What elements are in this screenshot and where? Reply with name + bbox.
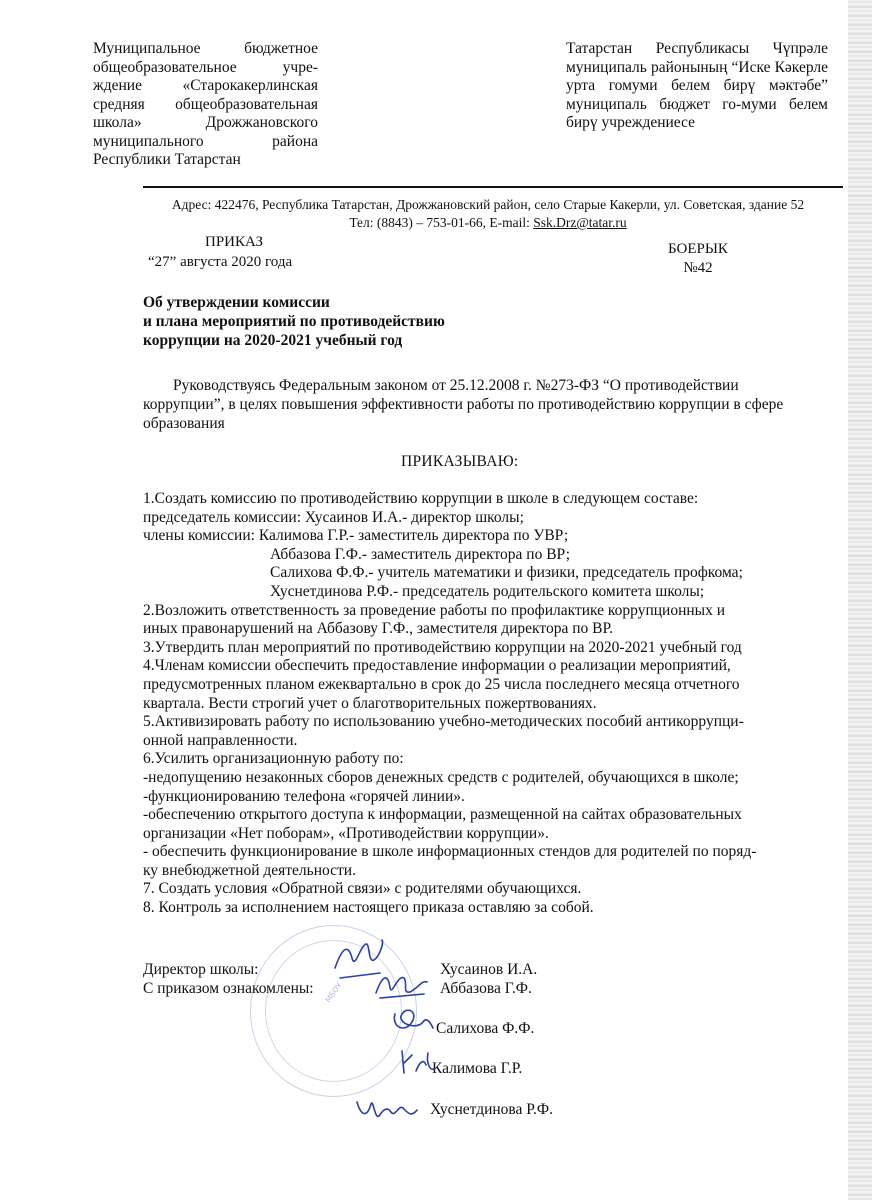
signer-name: Хуснетдинова Р.Ф. (430, 1101, 553, 1118)
signer-name: Калимова Г.Р. (432, 1060, 523, 1077)
order-line: 2.Возложить ответственность за проведение работы по профилактике коррупционных и (143, 601, 725, 619)
order-date: “27” августа 2020 года (148, 254, 293, 270)
order-line: 4.Членам комиссии обеспечить предоставление информации о реализации мероприятий, (143, 657, 731, 675)
order-title: Об утверждении комиссии и плана мероприятий по противодействию коррупции на 2020-2021 учебный год (143, 294, 445, 349)
signature-salikhova (387, 1000, 437, 1040)
order-line: 8. Контроль за исполнением настоящего приказа оставляю за собой. (143, 899, 594, 917)
phone-text: Тел: (8843) – 753-01-66, E-mail: (349, 215, 534, 230)
order-number: №42 (683, 260, 713, 276)
order-line: 6.Усилить организационную работу по: (143, 750, 404, 768)
header-divider (143, 186, 843, 188)
order-line: предусмотренных планом ежеквартально в срок до 25 числа последнего месяца отчетного (143, 675, 740, 693)
director-name: Хусаинов И.А. (440, 961, 538, 978)
order-line: онной направленности. (143, 731, 298, 749)
intro-paragraph: Руководствуясь Федеральным законом от 25.12.2008 г. №273-ФЗ “О противодействии коррупции”, в целях повышения эффективности работы по противодействию коррупции в сфере образования (143, 377, 784, 432)
header-left-ru: Муниципальное бюджетное общеобразовательное учре-ждение «Старокакерлинская средняя общеобразовательная школа» Дрожжановского муниципального района Республики Татарстан (93, 40, 318, 168)
order-line: ку внебюджетной деятельности. (143, 861, 356, 879)
order-line: иных правонарушений на Аббазову Г.Ф., заместителя директора по ВР. (143, 620, 614, 638)
order-line: 5.Активизировать работу по использованию учебно-методических пособий антикоррупци- (143, 713, 744, 731)
contact-line (118, 214, 858, 232)
order-line: организации «Нет поборам», «Противодействии коррупции». (143, 824, 549, 842)
director-label: Директор школы: (143, 961, 259, 978)
order-line: Аббазова Г.Ф.- заместитель директора по ВР; (270, 545, 571, 563)
order-line: председатель комиссии: Хусаинов И.А.- директор школы; (143, 508, 524, 526)
order-line: квартала. Вести строгий учет о благотворительных пожертвованиях. (143, 694, 597, 712)
signer-name: Салихова Ф.Ф. (436, 1020, 535, 1037)
signature-kalimova (396, 1045, 436, 1080)
order-line: члены комиссии: Калимова Г.Р.- заместитель директора по УВР; (143, 527, 569, 545)
address-line: Адрес: 422476, Республика Татарстан, Дрожжановский район, село Старые Какерли, ул. Советская, здание 52 (171, 197, 805, 212)
order-line: 1.Создать комиссию по противодействию коррупции в школе в следующем составе: (143, 490, 699, 507)
order-line: - обеспечить функционирование в школе информационных стендов для родителей по поряд- (143, 843, 757, 861)
signature-khusnetdinova (353, 1090, 423, 1125)
order-line: 7. Создать условия «Обратной связи» с родителями обучающихся. (143, 880, 582, 898)
header-right-tt: Татарстан Республикасы Чүпрәле муниципаль районының “Иске Кәкерле урта гомуми белем бирү мәктәбе” муниципаль бюджет го-муми белем бирү учреждениесе (566, 40, 828, 131)
stamp-lettering: МБОУ (323, 980, 344, 1005)
order-line: -недопущению незаконных сборов денежных средств с родителей, обучающихся в школе; (143, 768, 739, 786)
signer-name: Аббазова Г.Ф. (440, 980, 532, 997)
order-body (143, 490, 833, 918)
order-line: -функционированию телефона «горячей линии». (143, 787, 465, 805)
order-label-tt-block (668, 240, 728, 278)
acknowledged-label: С приказом ознакомлены: (143, 980, 314, 997)
email-link[interactable]: Ssk.Drz@tatar.ru (533, 215, 627, 230)
order-line: -обеспечению открытого доступа к информации, размещенной на сайтах образовательных (143, 806, 742, 824)
order-label-tt: БОЕРЫК (668, 241, 728, 257)
order-label-ru: ПРИКАЗ (205, 234, 263, 250)
order-line: Хуснетдинова Р.Ф.- председатель родительского комитета школы; (270, 582, 705, 600)
scan-edge-artifact (848, 0, 872, 1200)
order-line: Салихова Ф.Ф.- учитель математики и физики, председатель профкома; (270, 564, 743, 582)
address-block (118, 196, 858, 232)
order-keyword: ПРИКАЗЫВАЮ: (401, 453, 519, 470)
signature-abbazova (372, 968, 432, 1003)
order-line: 3.Утвердить план мероприятий по противодействию коррупции на 2020-2021 учебный год (143, 638, 742, 656)
